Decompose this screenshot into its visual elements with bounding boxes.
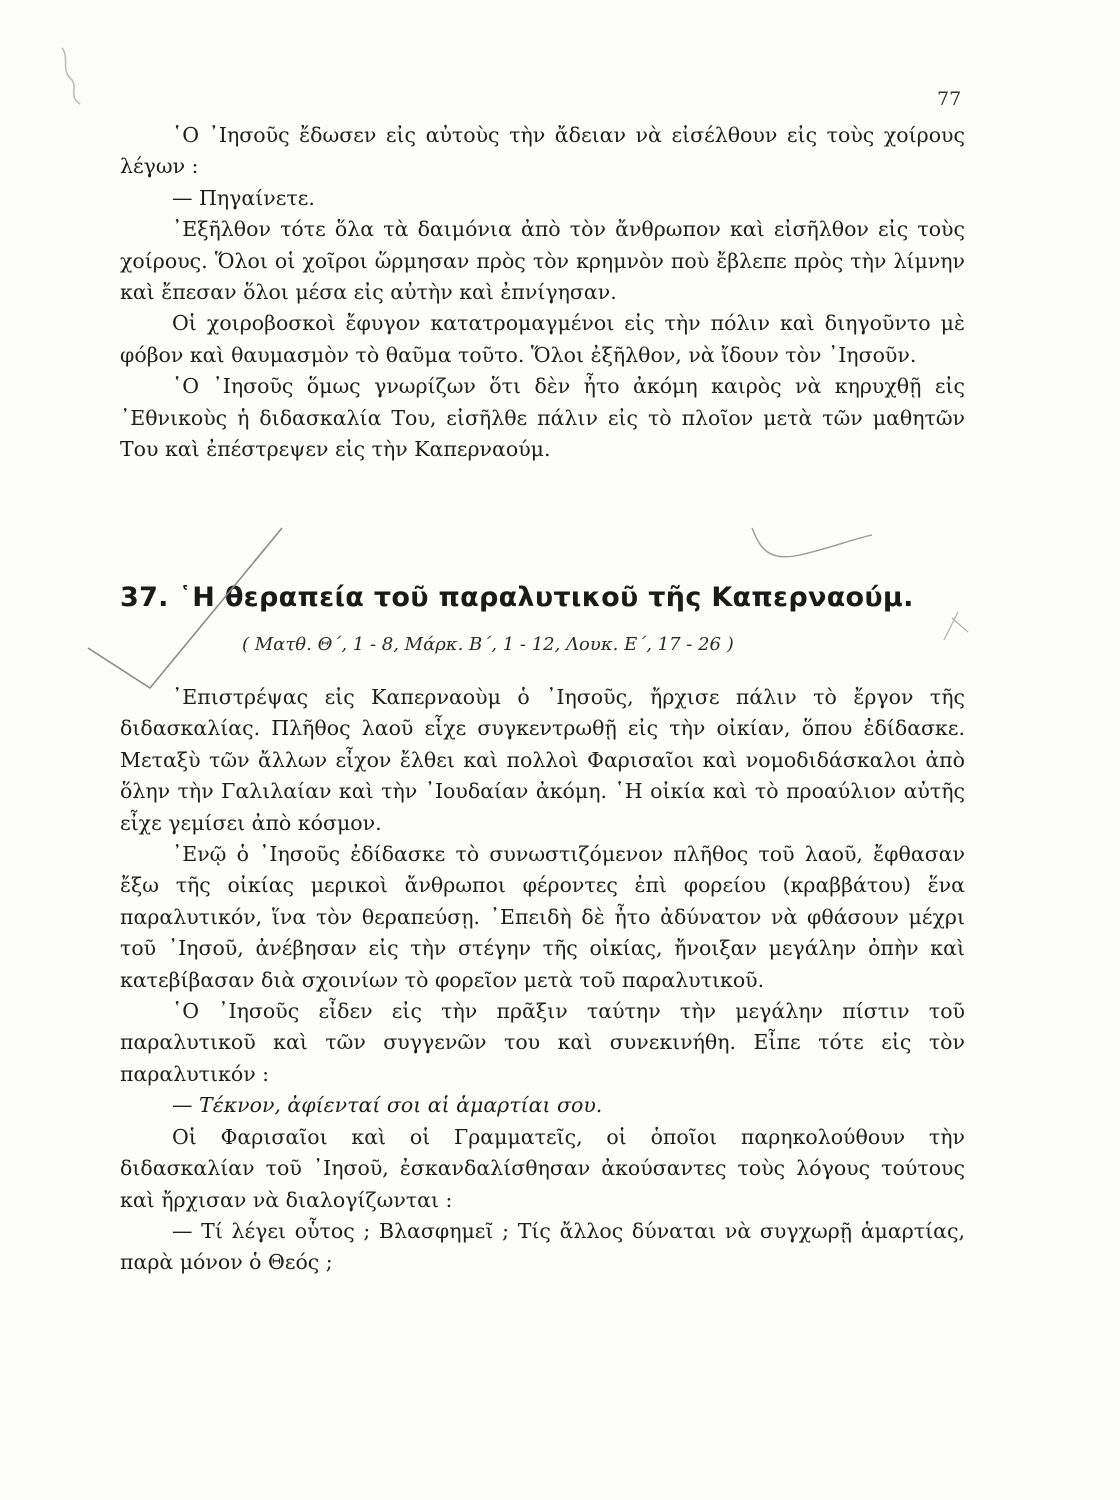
pencil-underline-stroke: [752, 528, 872, 557]
margin-tick: [944, 612, 968, 640]
paragraph: ῾Ο ᾿Ιησοῦς εἶδεν εἰς τὴν πρᾶξιν ταύτην τὴν μεγάλην πίστιν τοῦ παραλυτικοῦ καὶ τῶν συγγενῶν του καὶ συνεκινήθη. Εἶπε τότε εἰς τὸν παραλυτικόν :: [120, 999, 965, 1086]
paragraph: Οἱ χοιροβοσκοὶ ἔφυγον κατατρομαγμένοι εἰς τὴν πόλιν καὶ διηγοῦντο μὲ φόβον καὶ θαυμασμὸν τὸ θαῦμα τοῦτο. Ὅλοι ἐξῆλθον, νὰ ἴδουν τὸν ᾿Ιησοῦν.: [120, 311, 965, 367]
paragraph-emphasis: — Τέκνον, ἀφίενταί σοι αἱ ἁμαρτίαι σου.: [172, 1093, 603, 1118]
paragraph: ᾿Επιστρέψας εἰς Καπερναοὺμ ὁ ᾿Ιησοῦς, ἤρχισε πάλιν τὸ ἔργον τῆς διδασκαλίας. Πλῆθος λαοῦ εἶχε συγκεντρωθῇ εἰς τὴν οἰκίαν, ὅπου ἐδίδασκε. Μεταξὺ τῶν ἄλλων εἶχον ἔλθει καὶ πολλοὶ Φαρισαῖοι καὶ νομοδιδάσκαλοι ἀπὸ ὅλην τὴν Γαλιλαίαν καὶ τὴν ᾿Ιουδαίαν ἀκόμη. ῾Η οἰκία καὶ τὸ προαύλιον αὐτῆς εἶχε γεμίσει ἀπὸ κόσμον.: [120, 685, 965, 835]
paragraph: ῾Ο ᾿Ιησοῦς ἔδωσεν εἰς αὐτοὺς τὴν ἄδειαν νὰ εἰσέλθουν εἰς τοὺς χοίρους λέγων :: [120, 123, 965, 179]
paragraph: ῾Ο ᾿Ιησοῦς ὅμως γνωρίζων ὅτι δὲν ἦτο ἀκόμη καιρὸς νὰ κηρυχθῇ εἰς ᾿Εθνικοὺς ἡ διδασκαλία Του, εἰσῆλθε πάλιν εἰς τὸ πλοῖον μετὰ τῶν μαθητῶν Του καὶ ἐπέστρεψεν εἰς τὴν Καπερναούμ.: [120, 374, 965, 462]
paragraph: Οἱ Φαρισαῖοι καὶ οἱ Γραμματεῖς, οἱ ὁποῖοι παρηκολούθουν τὴν διδασκαλίαν τοῦ ᾿Ιησοῦ, ἐσκανδαλίσθησαν ἀκούσαντες τοὺς λόγους τούτους καὶ ἤρχισαν νὰ διαλογίζωνται :: [120, 1124, 965, 1212]
paragraph: — Πηγαίνετε.: [172, 185, 315, 210]
paragraph: — Τί λέγει οὗτος ; Βλασφημεῖ ; Τίς ἄλλος δύναται νὰ συγχωρῇ ἁμαρτίας, παρὰ μόνον ὁ Θεός ;: [120, 1218, 965, 1275]
text-block-bottom: [120, 682, 965, 1279]
section-heading: 37. ῾Η θεραπεία τοῦ παραλυτικοῦ τῆς Καπερναούμ.: [120, 582, 914, 613]
page-number: 77: [937, 88, 962, 110]
paragraph: ᾿Ενῷ ὁ ᾿Ιησοῦς ἐδίδασκε τὸ συνωστιζόμενον πλῆθος τοῦ λαοῦ, ἔφθασαν ἔξω τῆς οἰκίας μερικοὶ ἄνθρωποι φέροντες ἐπὶ φορείου (κραββάτου) ἕνα παραλυτικόν, ἵνα τὸν θεραπεύσῃ. ᾿Επειδὴ δὲ ἦτο ἀδύνατον νὰ φθάσουν μέχρι τοῦ ᾿Ιησοῦ, ἀνέβησαν εἰς τὴν στέγην τῆς οἰκίας, ἤνοιξαν μεγάλην ὀπὴν καὶ κατεβίβασαν διὰ σχοινίων τὸ φορεῖον μετὰ τοῦ παραλυτικοῦ.: [120, 842, 965, 992]
text-block-top: [120, 120, 965, 465]
paragraph: ᾿Εξῆλθον τότε ὅλα τὰ δαιμόνια ἀπὸ τὸν ἄνθρωπον καὶ εἰσῆλθον εἰς τοὺς χοίρους. Ὅλοι οἱ χοῖροι ὥρμησαν πρὸς τὸν κρημνὸν ποὺ ἔβλεπε πρὸς τὴν λίμνην καὶ ἔπεσαν ὅλοι μέσα εἰς αὐτὴν καὶ ἐπνίγησαν.: [120, 217, 965, 305]
scripture-reference: ( Ματθ. Θ΄, 1 - 8, Μάρκ. Β΄, 1 - 12, Λουκ. Ε΄, 17 - 26 ): [242, 634, 734, 655]
corner-scribble: [62, 48, 80, 104]
